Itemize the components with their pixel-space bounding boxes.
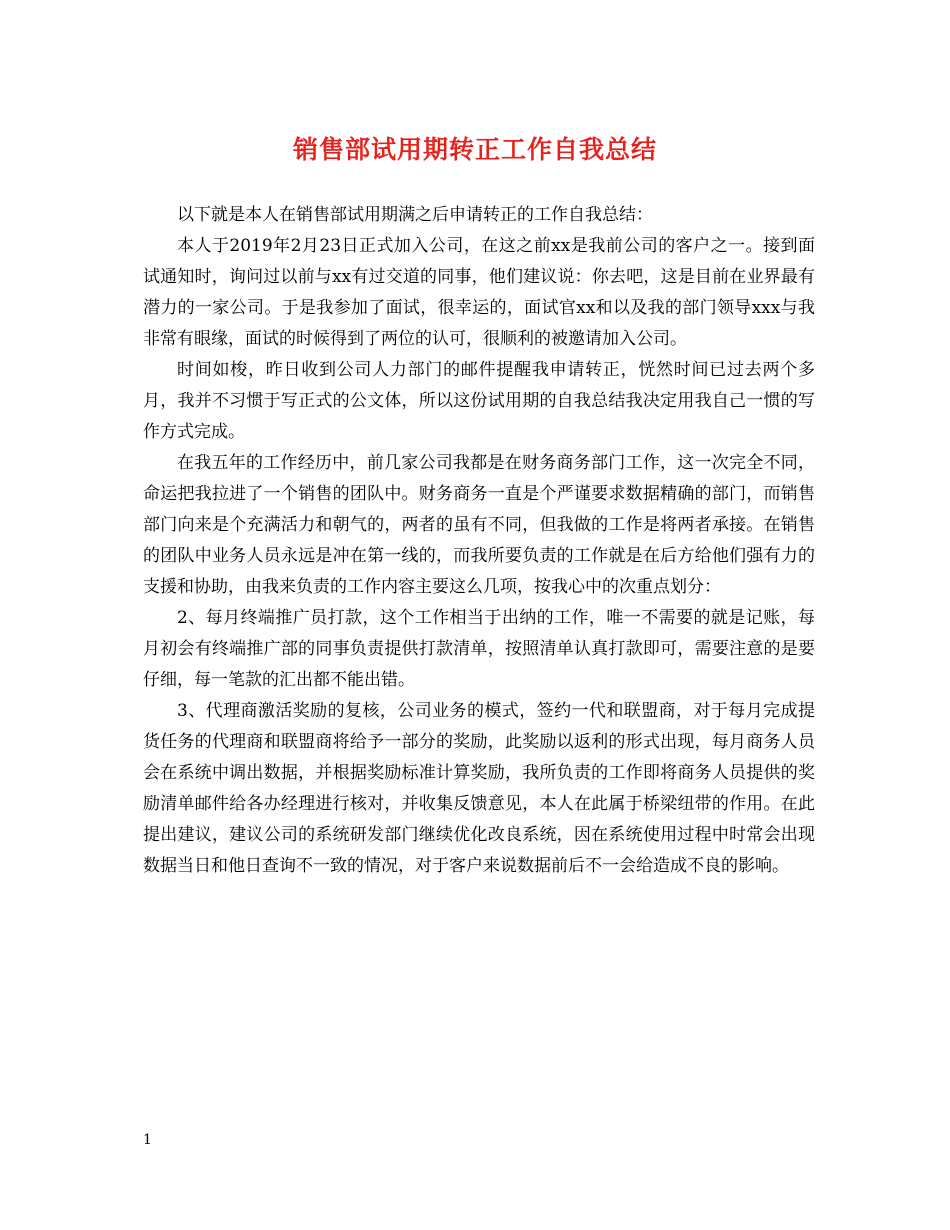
paragraph-experience: 在我五年的工作经历中，前几家公司我都是在财务商务部门工作，这一次完全不同，命运把我拉进了一个销售的团队中。财务商务一直是个严谨要求数据精确的部门，而销售部门向来是个充满活力和朝气的，两者的虽有不同，但我做的工作是将两者承接。在销售的团队中业务人员永远是冲在第一线的，而我所要负责的工作就是在后方给他们强有力的支援和协助，由我来负责的工作内容主要这么几项，按我心中的次重点划分：: [143, 453, 815, 597]
page-number: 1: [143, 1132, 152, 1148]
paragraph-item-2: 2、每月终端推广员打款，这个工作相当于出纳的工作，唯一不需要的就是记账，每月初会有终端推广部的同事负责提供打款清单，按照清单认真打款即可，需要注意的是要仔细，每一笔款的汇出都不能出错。: [143, 608, 815, 690]
paragraph-intro: 以下就是本人在销售部试用期满之后申请转正的工作自我总结：: [177, 205, 653, 225]
paragraph-joining: 本人于2019年2月23日正式加入公司，在这之前xx是我前公司的客户之一。接到面试通知时，询问过以前与xx有过交道的同事，他们建议说：你去吧，这是目前在业界最有潜力的一家公司。于是我参加了面试，很幸运的，面试官xx和以及我的部门领导xxx与我非常有眼缘，面试的时候得到了两位的认可，很顺利的被邀请加入公司。: [143, 236, 815, 349]
paragraph-time: 时间如梭，昨日收到公司人力部门的邮件提醒我申请转正，恍然时间已过去两个多月，我并不习惯于写正式的公文体，所以这份试用期的自我总结我决定用我自己一惯的写作方式完成。: [143, 360, 815, 442]
document-title: 销售部试用期转正工作自我总结: [292, 135, 657, 164]
paragraph-item-3: 3、代理商激活奖励的复核，公司业务的模式，签约一代和联盟商，对于每月完成提货任务的代理商和联盟商将给予一部分的奖励，此奖励以返利的形式出现，每月商务人员会在系统中调出数据，并根据奖励标准计算奖励，我所负责的工作即将商务人员提供的奖励清单邮件给各办经理进行核对，并收集反馈意见，本人在此属于桥梁纽带的作用。在此提出建议，建议公司的系统研发部门继续优化改良系统，因在系统使用过程中时常会出现数据当日和他日查询不一致的情况，对于客户来说数据前后不一会给造成不良的影响。: [143, 701, 815, 876]
document-body: [143, 200, 815, 882]
